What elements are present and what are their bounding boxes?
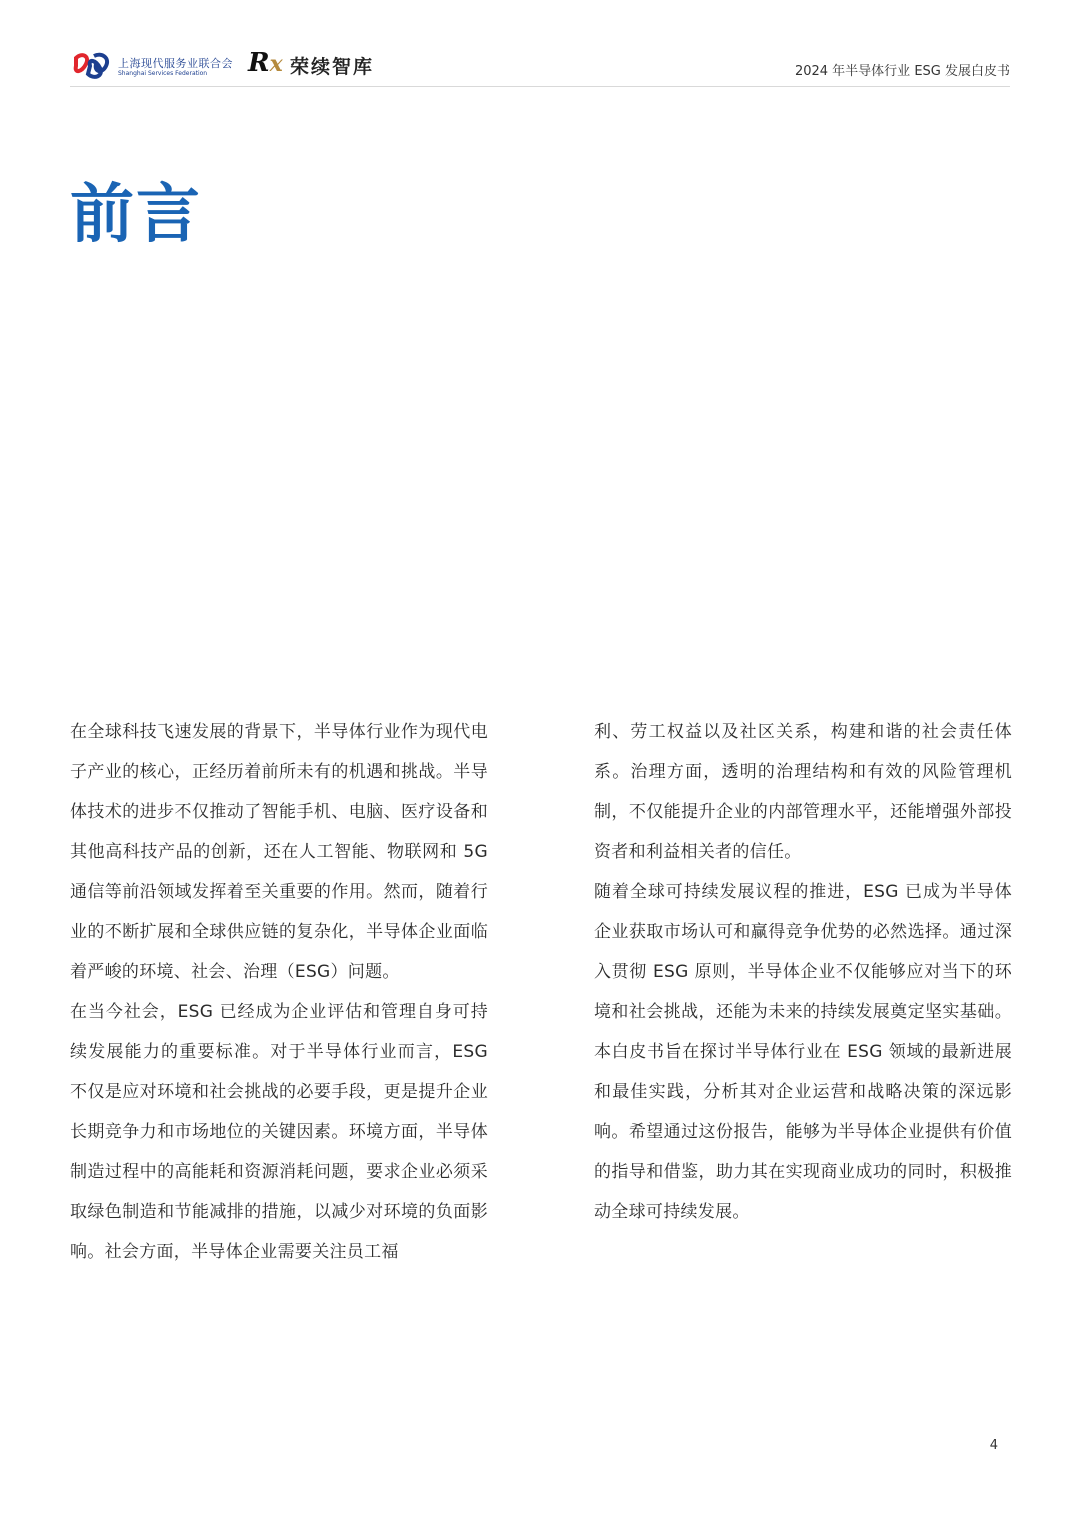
rx-logo [248, 48, 388, 82]
ssf-logo-en: Shanghai Services Federation [118, 70, 208, 77]
paragraph: 利、劳工权益以及社区关系，构建和谐的社会责任体系。治理方面，透明的治理结构和有效的风险管理机制，不仅能提升企业的内部管理水平，还能增强外部投资者和利益相关者的信任。 [594, 722, 1012, 862]
ssf-logo [72, 50, 232, 82]
left-column [70, 712, 488, 1272]
paragraph: 在全球科技飞速发展的背景下，半导体行业作为现代电子产业的核心，正经历着前所未有的机遇和挑战。半导体技术的进步不仅推动了智能手机、电脑、医疗设备和其他高科技产品的创新，还在人工智能、物联网和 5G 通信等前沿领域发挥着至关重要的作用。然而，随着行业的不断扩展和全球供应链的复杂化，半导体企业面临着严峻的环境、社会、治理（ESG）问题。 [70, 722, 488, 982]
paragraph: 随着全球可持续发展议程的推进，ESG 已成为半导体企业获取市场认可和赢得竞争优势的必然选择。通过深入贯彻 ESG 原则，半导体企业不仅能够应对当下的环境和社会挑战，还能为未来的持续发展奠定坚实基础。本白皮书旨在探讨半导体行业在 ESG 领域的最新进展和最佳实践，分析其对企业运营和战略决策的深远影响。希望通过这份报告，能够为半导体企业提供有价值的指导和借鉴，助力其在实现商业成功的同时，积极推动全球可持续发展。 [594, 882, 1012, 1222]
ssf-logo-cn: 上海现代服务业联合会 [118, 57, 233, 70]
rx-logo-text: 荣续智库 [290, 56, 375, 78]
document-title: 2024 年半导体行业 ESG 发展白皮书 [794, 64, 1010, 79]
paragraph: 在当今社会，ESG 已经成为企业评估和管理自身可持续发展能力的重要标准。对于半导体行业而言，ESG 不仅是应对环境和社会挑战的必要手段，更是提升企业长期竞争力和市场地位的关键因素。环境方面，半导体制造过程中的高能耗和资源消耗问题，要求企业必须采取绿色制造和节能减排的措施，以减少对环境的负面影响。社会方面，半导体企业需要关注员工福 [70, 1002, 488, 1262]
right-column [594, 712, 1012, 1232]
page-number: 4 [989, 1438, 998, 1453]
page-title: 前言 [70, 177, 202, 252]
ssf-logo-icon [72, 52, 112, 80]
page-header [70, 40, 1010, 87]
rx-logo-mark: Rx [248, 48, 283, 78]
